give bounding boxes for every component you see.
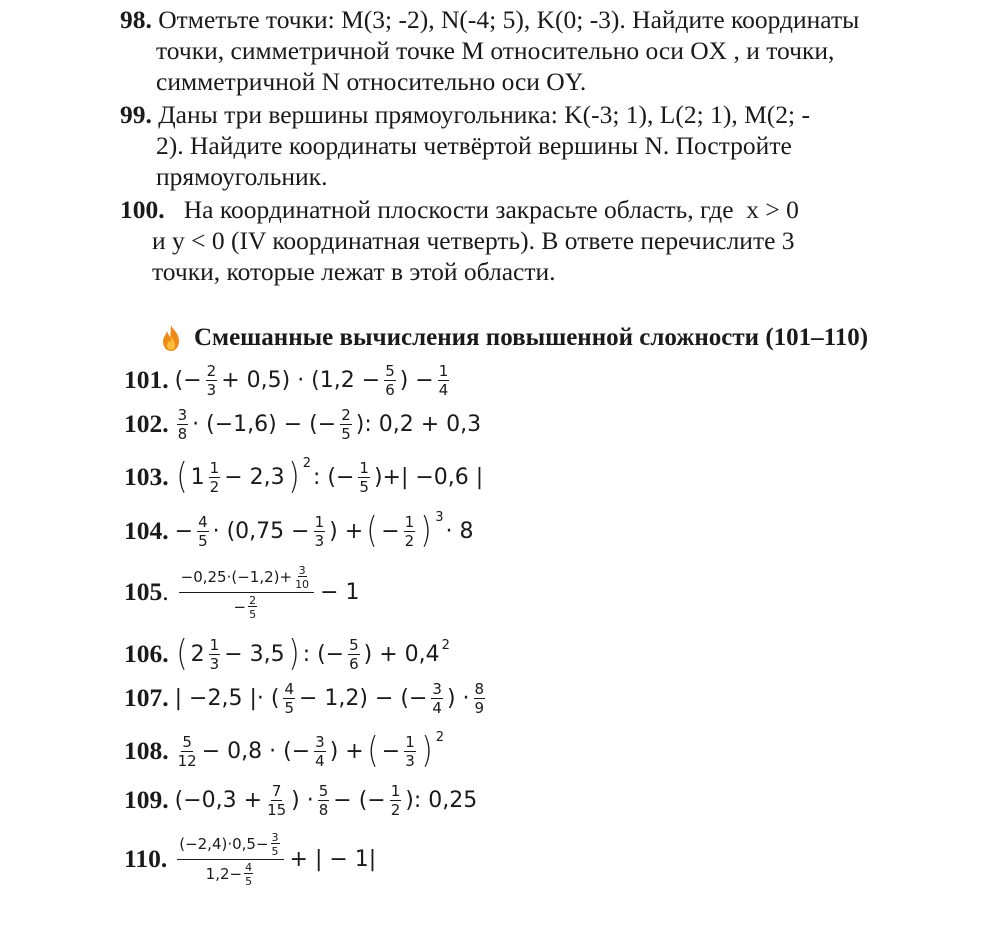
- expression: $\frac{5}{12}$ − 0,8 · (− $\frac{3}{4}$ ) + ( − $\frac{1}{3}$ ) $^2$: [177, 729, 445, 771]
- exercise-number: 103.: [124, 462, 169, 491]
- expression: −0,25·(−1,2)+ $\frac{3}{10}$ − $\frac{2}{5}$ − 1: [180, 563, 360, 621]
- problem-99-line-1: 99. Даны три вершины прямоугольника: K(-3; 1), L(2; 1), M(2; -: [120, 100, 810, 129]
- exercise-number: 104.: [124, 516, 169, 545]
- fraction: $\frac{1}{2}$: [209, 458, 220, 496]
- problem-98-line-2: точки, симметричной точке M относительно оси OX , и точки,: [156, 36, 835, 65]
- exercise-number: 101.: [124, 365, 169, 394]
- problem-100-line-2: и y < 0 (IV координатная четверть). В ответе перечислите 3: [152, 226, 795, 255]
- problem-100-line-1: 100. На координатной плоскости закрасьте область, где x > 0: [120, 195, 799, 224]
- fraction: $\frac{5}{12}$: [177, 732, 197, 770]
- exercise-102: [124, 402, 481, 446]
- exercise-number: 109.: [124, 785, 169, 814]
- problem-number: 98.: [120, 5, 152, 34]
- fraction: $\frac{2}{3}$: [206, 361, 217, 399]
- problem-99: [120, 99, 810, 192]
- fraction: $\frac{4}{5}$: [245, 860, 253, 888]
- fraction: $\frac{1}{4}$: [438, 361, 449, 399]
- fraction: $\frac{3}{4}$: [432, 679, 442, 717]
- exercise-104: [124, 506, 474, 556]
- fraction: $\frac{1}{3}$: [314, 512, 325, 550]
- expression: ( 2 $\frac{1}{3}$ − 3,5 ) : (− $\frac{5}{6}$ ) + 0,4 $^2$: [176, 633, 450, 674]
- fraction: $\frac{3}{8}$: [177, 405, 188, 443]
- section-title: Смешанные вычисления повышенной сложности (101–110): [194, 324, 869, 351]
- fraction: $\frac{1}{3}$: [209, 635, 220, 673]
- expression: $\frac{3}{8}$ · (−1,6) − (− $\frac{2}{5}$ ): 0,2 + 0,3: [177, 405, 482, 443]
- compound-fraction: (−2,4)·0,5− $\frac{3}{5}$ 1,2− $\frac{4}{5}$: [177, 832, 283, 887]
- problem-number: 100.: [120, 195, 165, 224]
- fraction: $\frac{5}{6}$: [385, 361, 395, 399]
- expression: ( 1 $\frac{1}{2}$ − 2,3 ) $^2$ : (− $\frac{1}{5}$ )+| −0,6 |: [176, 455, 484, 497]
- exercise-number: 110.: [124, 844, 168, 873]
- fraction: $\frac{1}{2}$: [404, 512, 415, 550]
- compound-fraction: −0,25·(−1,2)+ $\frac{3}{10}$ − $\frac{2}{5}$: [179, 565, 314, 620]
- fraction: $\frac{8}{9}$: [474, 679, 485, 717]
- problem-100-line-3: точки, которые лежат в этой области.: [152, 257, 556, 286]
- expression: (−2,4)·0,5− $\frac{3}{5}$ 1,2− $\frac{4}{5}$ + | − 1|: [179, 830, 377, 888]
- exercise-103: [124, 452, 483, 502]
- exercise-number: 105.: [124, 577, 169, 606]
- exercise-number: 107.: [124, 683, 169, 712]
- expression: − $\frac{4}{5}$ · (0,75 − $\frac{1}{3}$ ) + ( − $\frac{1}{2}$ ) $^3$ · 8: [174, 509, 474, 551]
- fraction: $\frac{1}{5}$: [359, 458, 369, 496]
- fraction: $\frac{4}{5}$: [198, 512, 208, 550]
- exercise-109: [124, 778, 477, 822]
- fraction: $\frac{5}{8}$: [318, 781, 329, 819]
- problem-99-line-2: 2). Найдите координаты четвёртой вершины N. Постройте: [156, 131, 792, 160]
- exercise-110: [124, 826, 376, 892]
- fraction: $\frac{3}{4}$: [315, 732, 325, 770]
- fraction: $\frac{3}{10}$: [295, 563, 310, 591]
- exercise-107: [124, 676, 487, 720]
- exercise-number: 106.: [124, 639, 169, 668]
- exercise-105: [124, 560, 360, 624]
- exercise-106: [124, 630, 450, 678]
- fraction: $\frac{1}{3}$: [405, 732, 415, 770]
- expression: | −2,5 |· ( $\frac{4}{5}$ − 1,2) − (− $\frac{3}{4}$ ) · $\frac{8}{9}$: [174, 679, 485, 717]
- fraction: $\frac{2}{5}$: [341, 405, 351, 443]
- expression: (− $\frac{2}{3}$ + 0,5) · (1,2 − $\frac{5}{6}$ ) − $\frac{1}{4}$: [174, 361, 449, 399]
- fraction: $\frac{3}{5}$: [271, 830, 279, 858]
- fraction: $\frac{7}{15}$: [267, 781, 287, 819]
- exercise-number: 102.: [124, 409, 169, 438]
- problem-number: 99.: [120, 100, 152, 129]
- exercise-108: [124, 726, 444, 776]
- problem-99-line-3: прямоугольник.: [156, 162, 328, 191]
- expression: (−0,3 + $\frac{7}{15}$ ) · $\frac{5}{8}$ − (− $\frac{1}{2}$ ): 0,25: [174, 781, 478, 819]
- exercise-101: [124, 358, 451, 402]
- problem-98-line-1: 98. Отметьте точки: M(3; -2), N(-4; 5), K(0; -3). Найдите координаты: [120, 5, 860, 34]
- fraction: $\frac{5}{6}$: [349, 635, 359, 673]
- fraction: $\frac{2}{5}$: [249, 593, 257, 621]
- problem-98: [120, 4, 859, 97]
- exercise-number: 108.: [124, 736, 169, 765]
- problem-98-line-3: симметричной N относительно оси OY.: [156, 67, 587, 96]
- problem-100: [120, 194, 799, 287]
- fraction: $\frac{1}{2}$: [390, 781, 401, 819]
- fraction: $\frac{4}{5}$: [284, 679, 294, 717]
